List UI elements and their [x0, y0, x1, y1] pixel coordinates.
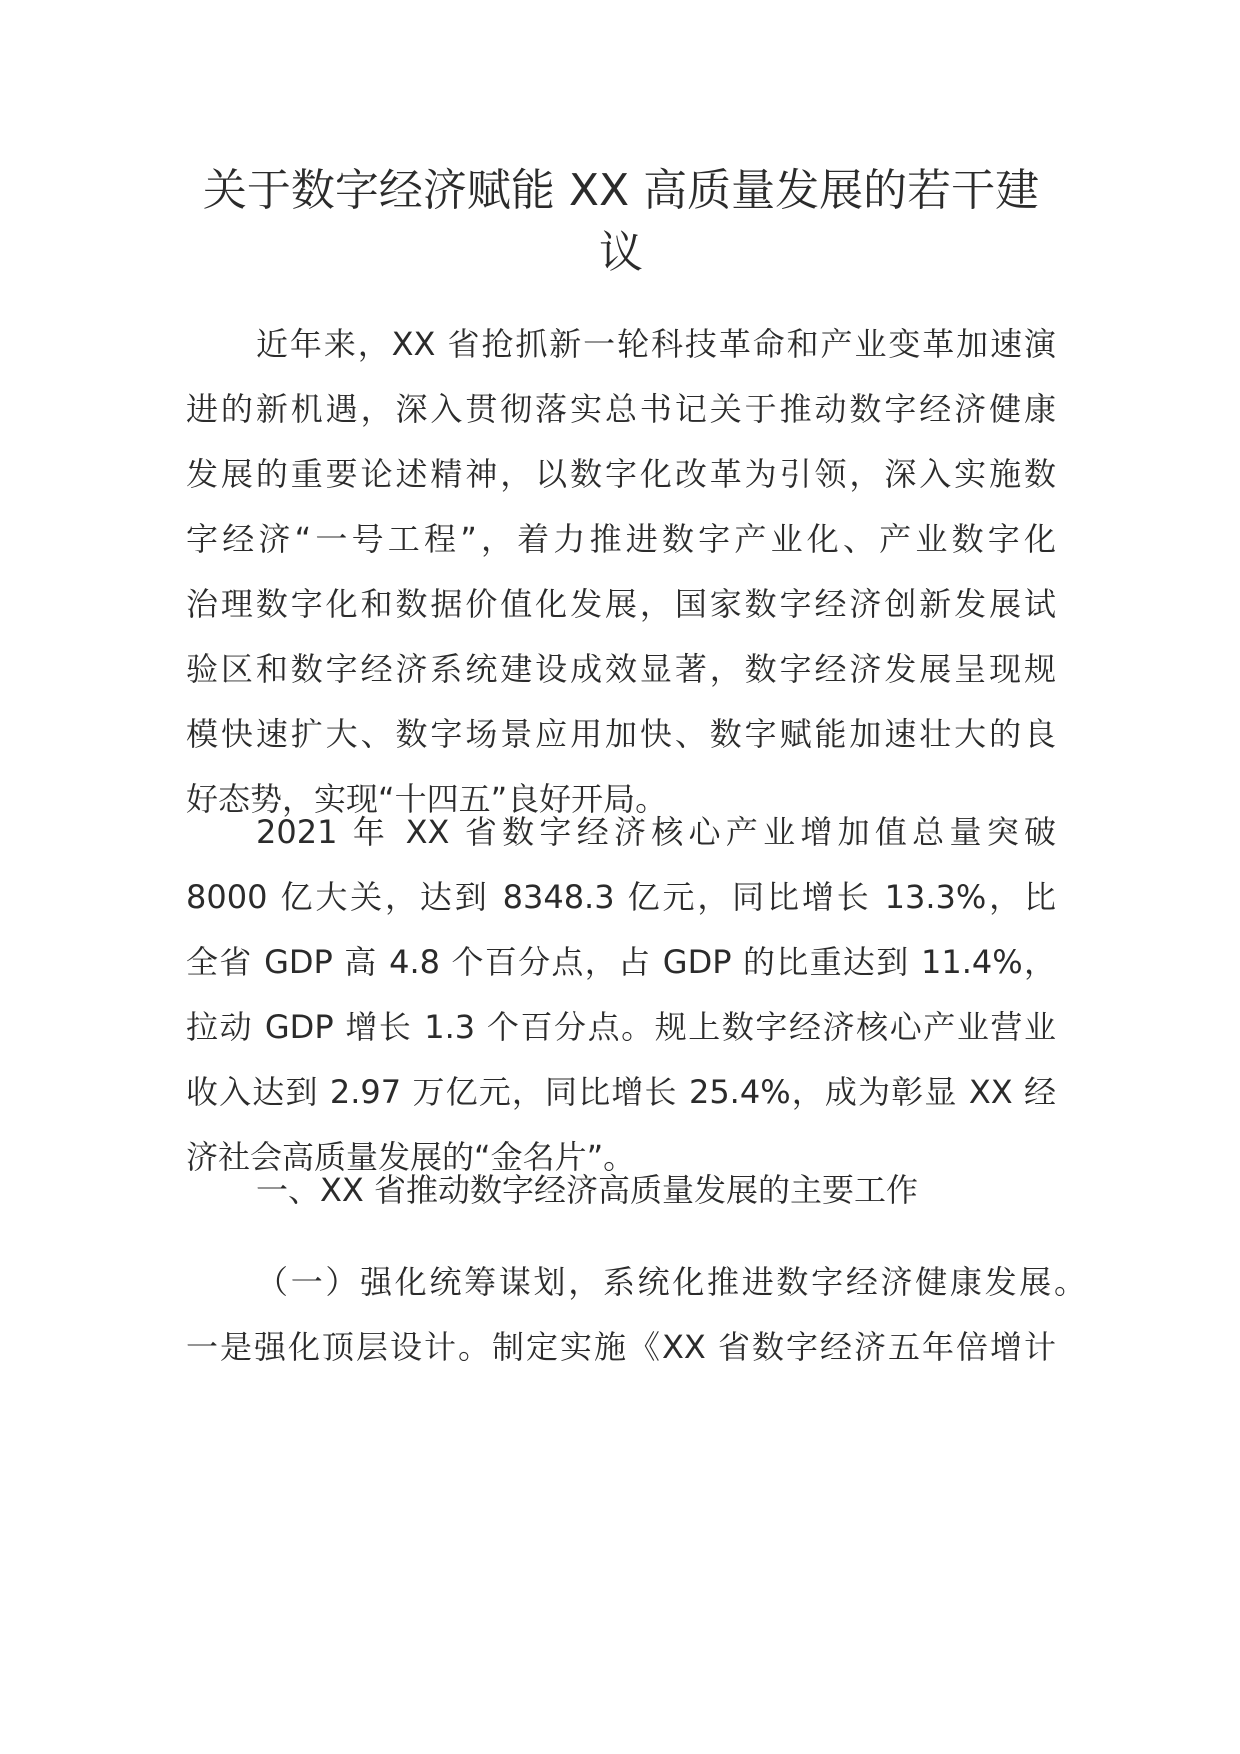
paragraph-line: 2021 年 XX 省数字经济核心产业增加值总量突破	[256, 813, 1056, 851]
paragraph-line: 治理数字化和数据价值化发展，国家数字经济创新发展试	[186, 585, 1056, 623]
section-heading-text: 一、XX 省推动数字经济高质量发展的主要工作	[256, 1171, 919, 1209]
paragraph-line: 近年来，XX 省抢抓新一轮科技革命和产业变革加速演	[256, 325, 1056, 363]
paragraph-line: 收入达到 2.97 万亿元，同比增长 25.4%，成为彰显 XX 经	[186, 1073, 1056, 1111]
paragraph-line: 好态势，实现“十四五”良好开局。	[186, 780, 668, 818]
paragraph-intro	[186, 312, 1056, 832]
section-heading	[186, 1158, 1056, 1223]
paragraph-line: 济社会高质量发展的“金名片”。	[186, 1138, 636, 1176]
paragraph-line: 一是强化顶层设计。制定实施《XX 省数字经济五年倍增计	[186, 1328, 1056, 1366]
paragraph-statistics	[186, 800, 1056, 1190]
title-line-1: 关于数字经济赋能 XX 高质量发展的若干建	[202, 165, 1040, 216]
paragraph-subsection	[186, 1250, 1086, 1380]
paragraph-line: 全省 GDP 高 4.8 个百分点，占 GDP 的比重达到 11.4%，	[186, 943, 1056, 981]
paragraph-line: （一）强化统筹谋划，系统化推进数字经济健康发展。	[256, 1263, 1086, 1301]
paragraph-line: 进的新机遇，深入贯彻落实总书记关于推动数字经济健康	[186, 390, 1056, 428]
paragraph-line: 拉动 GDP 增长 1.3 个百分点。规上数字经济核心产业营业	[186, 1008, 1056, 1046]
title-line-2: 议	[599, 227, 643, 278]
paragraph-line: 发展的重要论述精神，以数字化改革为引领，深入实施数	[186, 455, 1056, 493]
paragraph-line: 验区和数字经济系统建设成效显著，数字经济发展呈现规	[186, 650, 1056, 688]
paragraph-line: 模快速扩大、数字场景应用加快、数字赋能加速壮大的良	[186, 715, 1056, 753]
paragraph-line: 字经济“一号工程”，着力推进数字产业化、产业数字化	[186, 520, 1056, 558]
paragraph-line: 8000 亿大关，达到 8348.3 亿元，同比增长 13.3%，比	[186, 878, 1056, 916]
document-title	[186, 160, 1056, 284]
